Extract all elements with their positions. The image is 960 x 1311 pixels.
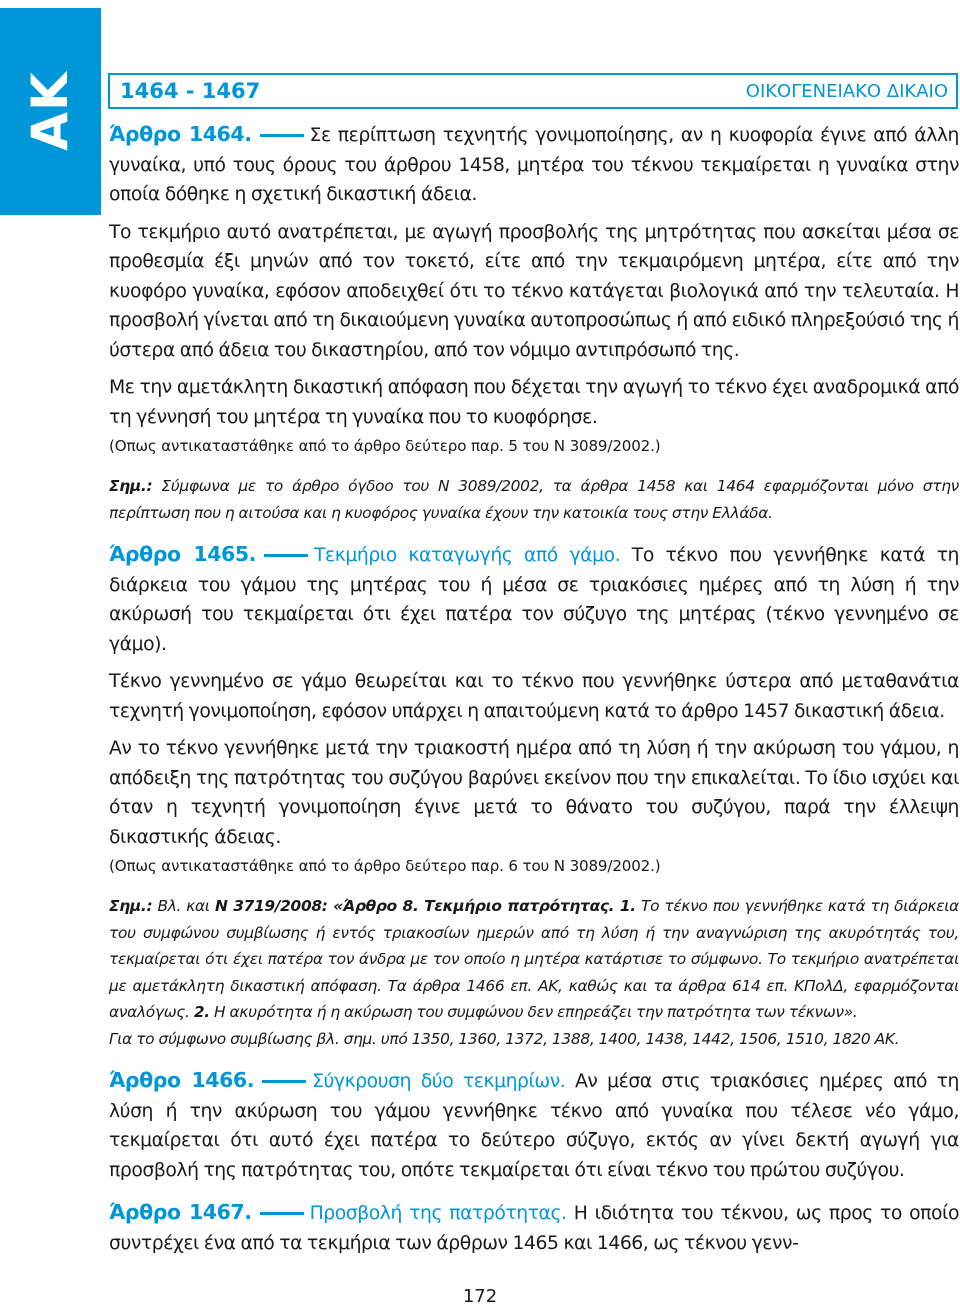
note-label: Σημ.: <box>109 477 153 495</box>
article-1465-paragraph-3: Αν το τέκνο γεννήθηκε μετά την τριακοστή ημέρα από τη λύση ή την ακύρωση του γάμου, η απόδειξη της πατρότητας του συζύγου βαρύνει εκείνον που την επικαλείται. Το ίδιο ισχύει και όταν η τεχνητή γονιμοποίηση έγινε μετά το θάνατο του συζύγου, παρά την έλλειψη δικαστικής άδειας. <box>109 738 959 848</box>
article-1464-paragraph-2: Το τεκμήριο αυτό ανατρέπεται, με αγωγή προσβολής της μητρότητας που ασκείται μέσα σε προθεσμία έξι μηνών από τον τοκετό, είτε από την τεκμαιρόμενη μητέρα, είτε από την κυοφόρο γυναίκα, εφόσον αποδειχθεί ότι το τέκνο κατάγεται βιολογικά από την τελευταία. Η προσβολή γίνεται από τη δικαιούμενη γυναίκα αυτοπροσώπως ή από ειδικό πληρεξούσιό της ή ύστερα από άδεια του δικαστηρίου, από τον νόμιμο αντιπρόσωπό της. <box>109 221 959 361</box>
running-header <box>108 73 958 109</box>
article-1465-paragraph-1 <box>109 540 959 659</box>
article-1467-label: Άρθρο 1467. <box>109 1200 252 1224</box>
article-1464-text-1: Σε περίπτωση τεχνητής γονιμοποίησης, αν η κυοφορία έγινε από άλλη γυναίκα, υπό τους όρους του άρθρου 1458, μητέρα του τέκνου τεκμαίρεται η γυναίκα στην οποία δόθηκε η σχετική δικαστική άδεια. <box>109 125 959 205</box>
article-dash <box>262 1080 306 1083</box>
article-1466-label: Άρθρο 1466. <box>109 1068 255 1092</box>
note-label: Σημ.: <box>109 897 153 915</box>
article-1464-note-text: Σύμφωνα με το άρθρο όγδοο του Ν 3089/2002, τα άρθρα 1458 και 1464 εφαρμόζονται μόνο στην περίπτωση που η αιτούσα και η κυοφόρος γυναίκα έχουν την κατοικία τους στην Ελλάδα. <box>109 477 959 522</box>
article-1467-text-1: Η ιδιότητα του τέκνου, ως προς το οποίο συντρέχει ένα από τα τεκμήρια των άρθρων 1465 και 1466, ως τέκνου γενν- <box>109 1203 960 1254</box>
article-1464-amendment: (Οπως αντικαταστάθηκε από το άρθρο δεύτερο παρ. 5 του Ν 3089/2002.) <box>109 437 661 455</box>
article-1465-title: Τεκμήριο καταγωγής από γάμο. <box>314 545 621 566</box>
article-1465-paragraph-2: Τέκνο γεννημένο σε γάμο θεωρείται και το τέκνο που γεννήθηκε ύστερα από μεταθανάτια τεχνητή γονιμοποίηση, εφόσον υπάρχει η απαιτούμενη κατά το άρθρο 1457 δικαστική άδεια. <box>109 671 959 722</box>
article-1465-note <box>109 893 959 1026</box>
article-1467-paragraph-1 <box>109 1198 959 1258</box>
article-range: 1464 - 1467 <box>120 79 261 103</box>
article-1467-title: Προσβολή της πατρότητας. <box>309 1203 567 1224</box>
article-1464-paragraph-1 <box>109 120 959 210</box>
article-1464-label: Άρθρο 1464. <box>109 122 252 146</box>
note-body: Το τέκνο που γεννήθηκε κατά τη διάρκεια του συμφώνου συμβίωσης ή εντός τριακοσίων ημερών από τη λύση ή την αναγνώριση της ακυρότητάς του, τεκμαίρεται ότι έχει πατέρα τον άνδρα με τον οποίο η μητέρα κατάρτισε το σύμφωνο. Το τεκμήριο ανατρέπεται με αμετάκλητη δικαστική απόφαση. Τα άρθρα 1466 επ. ΑΚ, καθώς και τα άρθρα 614 επ. ΚΠολΔ, εφαρμόζονται αναλόγως. <box>109 897 959 1021</box>
section-tab-label: ΑΚ <box>21 71 79 151</box>
page-number: 172 <box>462 1286 498 1307</box>
note-body-2: Η ακυρότητα ή η ακύρωση του συμφώνου δεν επηρεάζει την πατρότητα των τέκνων». <box>214 1003 858 1021</box>
article-1466-text-1: Αν μέσα στις τριακόσιες ημέρες από τη λύση ή την ακύρωση του γάμου γεννήθηκε τέκνο από γυναίκα που τέλεσε νέο γάμο, τεκμαίρεται ότι αυτό έχει πατέρα το δεύτερο σύζυγο, εκτός αν γίνει δεκτή αγωγή για προσβολή της πατρότητας του, οπότε τεκμαίρεται ότι είναι τέκνο του πρώτου συζύγου. <box>109 1071 959 1181</box>
article-1464-note <box>109 473 959 526</box>
article-1465-label: Άρθρο 1465. <box>109 542 257 566</box>
note-law-reference: Ν 3719/2008: «Άρθρο 8. Τεκμήριο πατρότητας. 1. <box>214 897 636 915</box>
article-1465-note-reference: Για το σύμφωνο συμβίωσης βλ. σημ. υπό 1350, 1360, 1372, 1388, 1400, 1438, 1442, 1506, 1510, 1820 ΑΚ. <box>109 1029 900 1048</box>
page-body <box>109 120 959 1258</box>
note-intro: Βλ. και <box>157 897 210 915</box>
article-1466-title: Σύγκρουση δύο τεκμηρίων. <box>312 1071 566 1092</box>
article-1466-paragraph-1 <box>109 1066 959 1185</box>
article-1465-amendment: (Οπως αντικαταστάθηκε από το άρθρο δεύτερο παρ. 6 του Ν 3089/2002.) <box>109 857 661 875</box>
section-title: ΟΙΚΟΓΕΝΕΙΑΚΟ ΔΙΚΑΙΟ <box>745 80 948 102</box>
article-dash <box>260 1212 304 1215</box>
article-dash <box>264 554 308 557</box>
article-1464-paragraph-3: Με την αμετάκλητη δικαστική απόφαση που δέχεται την αγωγή το τέκνο έχει αναδρομικά από τη γέννησή του μητέρα τη γυναίκα που το κυοφόρησε. <box>109 377 959 428</box>
note-number-2: 2. <box>193 1003 210 1021</box>
article-1465-text-1: Το τέκνο που γεννήθηκε κατά τη διάρκεια του γάμου της μητέρας του ή μέσα σε τριακόσιες ημέρες από τη λύση ή την ακύρωσή του τεκμαίρεται ότι έχει πατέρα τον σύζυγο της μητέρας (τέκνο γεννημένο σε γάμο). <box>109 545 960 655</box>
section-tab <box>0 8 101 215</box>
article-dash <box>260 134 304 137</box>
